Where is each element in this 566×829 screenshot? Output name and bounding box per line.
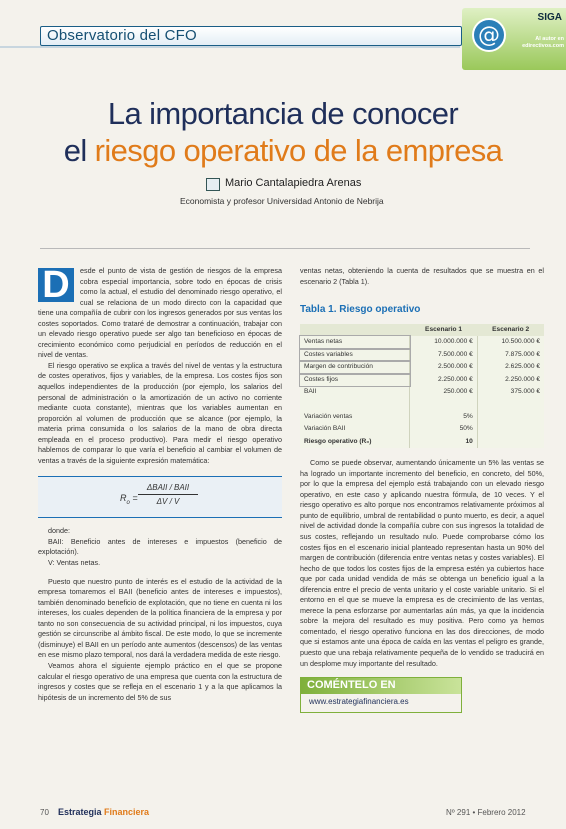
drop-cap: D xyxy=(38,268,74,302)
paragraph: Puesto que nuestro punto de interés es el estudio de la actividad de la empresa tomaremos el BAII (beneficio antes de intereses e impuestos), también denominado beneficio de explotación, que no tiene en cuenta ni los intereses, los cuales dependen de la política financiera de la empresa y por tanto no son consecuencia de su actividad principal, ni los impuestos, cuya gestión se circunscribe al ámbito fiscal. De este modo, lo que se incremente (disminuye) el BAII en un período ante aumentos (descensos) de las ventas en ese mismo plazo temporal, nos dará la verdadera medida de este riesgo. xyxy=(38,576,282,660)
definition: V: Ventas netas. xyxy=(48,558,101,568)
table-row: Margen de contribución 2.500.000 € 2.625.000 € xyxy=(300,361,544,374)
issue-info: Nº 291 • Febrero 2012 xyxy=(446,808,526,817)
siga-badge[interactable] xyxy=(462,8,566,70)
table-row: Ventas netas 10.000.000 € 10.500.000 € xyxy=(300,336,544,349)
table-row: BAII 250.000 € 375.000 € xyxy=(300,386,544,399)
comment-header xyxy=(301,678,461,694)
table-row: Costes fijos 2.250.000 € 2.250.000 € xyxy=(300,374,544,387)
page-number: 70 xyxy=(40,808,49,817)
table-row xyxy=(300,399,544,411)
table-row: Costes variables 7.500.000 € 7.875.000 € xyxy=(300,349,544,362)
paragraph: Veamos ahora el siguiente ejemplo práctico en el que se propone calcular el riesgo operativo de una empresa que cuenta con la estructura de ingresos y costes que se refleja en el escenario 1 y a la que aplicamos la hipótesis de un incremento del 5% de sus xyxy=(38,660,282,702)
paragraph: Como se puede observar, aumentando únicamente un 5% las ventas se ha logrado un importante incremento del beneficio, en concreto, del 50%, por lo que la empresa del ejemplo está trabajando con un elevado riesgo operativo, en este caso y aplicando nuestra fórmula, de 10 veces. Y el riesgo operativo es alto porque nos encontramos relativamente próximos al punto de equilibrio, umbral de rentabilidad o punto muerto, es decir, a aquel nivel de actividad donde la compañía cubre con sus ingresos la totalidad de sus costes, reflejando un resultado nulo. Puede comprobarse cómo los costes fijos en el escenario inicial planteado representan hasta un 90% del margen de contribución (diferencia entre ventas netas y costes variables). El hecho de que todos los costes fijos de la empresa estén ya cubiertos hace que por cada unidad vendida de más se obtenga un beneficio igual a la diferencia entre el precio de venta unitario y el coste variable unitario. Si el entorno en el que se mueve la empresa es de crecimiento de las ventas, merece la pena esforzarse por aumentarlas aún más, ya que la incidencia sobre la mejora del resultado es muy positiva. Pero como ya hemos comentado, el riesgo operativo funciona en las dos direcciones, de modo que si estamos ante una época de caída en las ventas el peligro es grande, puesto que una rebaja relativamente pequeña de lo vendido se traducirá en un desplome muy importante del resultado. xyxy=(300,458,544,668)
article-title-line2 xyxy=(0,133,566,169)
divider xyxy=(40,248,530,249)
table-header-row: Escenario 1 Escenario 2 xyxy=(300,324,544,337)
left-column xyxy=(38,266,282,703)
paragraph: ventas netas, obteniendo la cuenta de resultados que se muestra en el escenario 2 (Tabla 1). xyxy=(300,266,544,286)
intro-paragraph: D esde el punto de vista de gestión de riesgos de la empresa cobra especial importancia, sobre todo en épocas de crisis como la actual, el estudio del denominado riesgo operativo, el cual se relaciona de un modo directo con la capacidad que tiene una compañía de cubrir con los ingresos generados por sus ventas los costes soportados. Como trataré de demostrar a continuación, trabajar con un elevado riesgo operativo puede ser algo tan beneficioso en épocas de crecimiento económico como perjudicial en períodos de reducción en el nivel de ventas. xyxy=(38,264,282,360)
comment-url-link[interactable]: www.estrategiafinanciera.es xyxy=(309,697,409,707)
svg-text:@: @ xyxy=(478,23,500,48)
title-dark-part: el xyxy=(63,133,95,168)
table-row: Riesgo operativo (R₀) 10 xyxy=(300,436,544,449)
author-role: Economista y profesor Universidad Antonio de Nebrija xyxy=(180,196,384,206)
table-row: Variación ventas 5% xyxy=(300,411,544,424)
paragraph: El riesgo operativo se explica a través del nivel de ventas y la estructura de costes operativos, fijos y variables, de la empresa. Los costes fijos son aquellos independientes de la producción (por ejemplo, los salarios del personal de administración o la amortización de un activo no corriente mediante cuota constante), mientras que los variables aumentan en proporción al volumen de producción que se alcance (por ejemplo, la materia prima consumida o los salarios de la mano de obra directa empleada en el proceso productivo). Para medir el riesgo operativo hablemos de comparar lo que varía el beneficio al cambiar el volumen de ventas a través de la siguiente expresión matemática: xyxy=(38,360,282,465)
formula-lhs: $R_o$ = xyxy=(120,493,138,507)
siga-label: SIGA xyxy=(537,12,562,23)
formula-box xyxy=(38,476,282,518)
table-title: Tabla 1. Riesgo operativo xyxy=(300,304,421,316)
section-title: Observatorio del CFO xyxy=(47,27,197,44)
page-footer xyxy=(0,800,566,829)
author-name: Mario Cantalapiedra Arenas xyxy=(225,177,362,189)
at-sign-icon xyxy=(472,18,506,52)
comment-box[interactable] xyxy=(300,677,462,713)
formula-denominator: ΔV / V xyxy=(156,497,180,507)
where-label: donde: xyxy=(48,526,70,536)
formula-numerator: ΔBAII / BAII xyxy=(138,483,198,495)
magazine-name: Estrategia Financiera xyxy=(58,807,150,817)
section-header xyxy=(40,26,462,46)
right-column xyxy=(300,266,544,713)
siga-text: Al autor en edirectivos.com xyxy=(522,36,564,49)
risk-table xyxy=(300,324,544,449)
definition: BAII: Beneficio antes de intereses e impuestos (beneficio de explotación). xyxy=(38,536,282,557)
comment-label: COMÉNTELO EN xyxy=(307,679,396,692)
table-row: Variación BAII 50% xyxy=(300,423,544,436)
title-accent-part: riesgo operativo de la empresa xyxy=(94,133,503,168)
author-photo-icon xyxy=(206,178,220,191)
article-title-line1: La importancia de conocer xyxy=(107,96,459,131)
header-rule xyxy=(0,46,460,48)
